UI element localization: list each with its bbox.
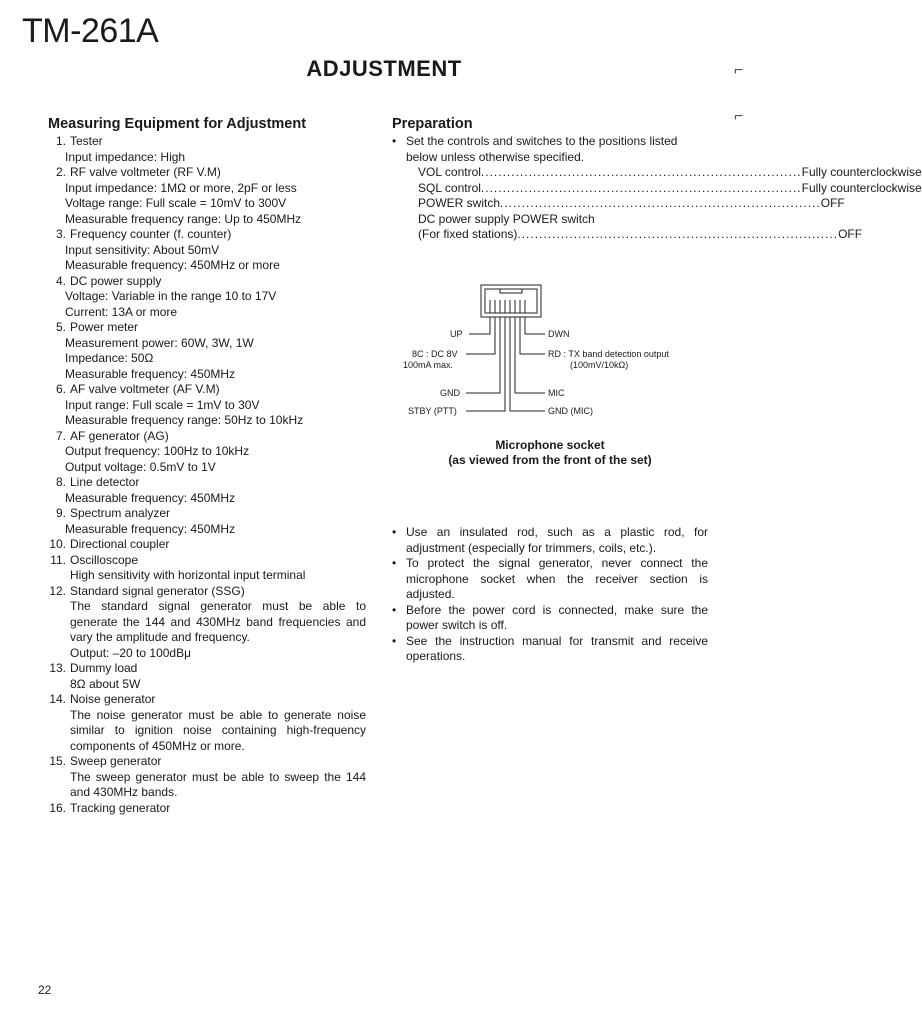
item-detail: Measurement power: 60W, 3W, 1W — [65, 335, 254, 350]
item-number: 16. — [49, 800, 66, 815]
equipment-item — [48, 584, 366, 600]
setting-label: VOL control — [418, 165, 481, 179]
pin-label-8c-current: 100mA max. — [403, 360, 454, 370]
item-name: Spectrum analyzer — [70, 506, 171, 520]
list-item — [392, 525, 708, 556]
item-detail: Output frequency: 100Hz to 10kHz — [65, 444, 250, 458]
item-number: 8. — [55, 475, 66, 489]
notes-list — [392, 525, 708, 665]
setting-row — [392, 180, 922, 197]
setting-row — [392, 165, 922, 181]
caption-title: Microphone socket — [495, 438, 605, 452]
item-name: Tester — [70, 134, 103, 148]
item-name: Line detector — [70, 475, 140, 489]
caption-subtitle: (as viewed from the front of the set) — [448, 453, 652, 467]
list-item — [392, 556, 708, 603]
note-text: Use an insulated rod, such as a plastic rod, for adjustment (especially for trimmers, coils, etc.). — [406, 525, 708, 555]
setting-label: POWER switch — [418, 196, 501, 210]
item-detail: Input range: Full scale = 1mV to 30V — [65, 397, 260, 412]
equipment-item — [48, 227, 366, 243]
item-number: 2. — [55, 165, 66, 179]
item-detail: Measurable frequency: 450MHz — [65, 490, 236, 505]
pin-label-dwn: DWN — [548, 329, 570, 339]
item-name: Standard signal generator (SSG) — [70, 583, 245, 598]
item-detail: Measurable frequency: 450MHz — [65, 521, 236, 536]
item-number: 12. — [49, 583, 66, 598]
item-number: 5. — [55, 320, 66, 334]
scan-artifact-mark: ⌐ — [734, 108, 744, 125]
equipment-item — [48, 134, 366, 150]
equipment-item — [48, 754, 366, 770]
item-name: Power meter — [70, 320, 139, 334]
equipment-item — [48, 429, 366, 445]
page-title: ADJUSTMENT — [306, 56, 462, 81]
pin-label-8c: 8C : DC 8V — [412, 349, 458, 359]
item-detail: Input impedance: 1MΩ or more, 2pF or less — [65, 180, 297, 195]
equipment-item — [48, 692, 366, 708]
note-text: To protect the signal generator, never connect the microphone socket when the receiver section is adjusted. — [406, 556, 708, 601]
setting-value: Fully counterclockwise — [801, 180, 922, 195]
item-detail: 8Ω about 5W — [70, 676, 141, 691]
equipment-item — [48, 320, 366, 336]
settings-list — [392, 165, 922, 243]
section-heading: Measuring Equipment for Adjustment — [48, 116, 307, 132]
setting-label: SQL control — [418, 180, 481, 195]
equipment-item — [48, 537, 366, 553]
pin-label-up: UP — [450, 329, 463, 339]
item-name: AF generator (AG) — [70, 428, 169, 443]
item-number: 1. — [55, 134, 66, 148]
dot-leader: .......................................................................... — [480, 165, 802, 179]
equipment-item — [48, 661, 366, 677]
item-detail: Output voltage: 0.5mV to 1V — [65, 459, 216, 474]
item-number: 7. — [55, 428, 66, 443]
setting-value: OFF — [838, 227, 863, 241]
item-number: 6. — [55, 382, 66, 396]
item-detail: Impedance: 50Ω — [65, 351, 154, 365]
item-detail: Measurable frequency range: 50Hz to 10kHz — [65, 413, 304, 427]
item-detail: Output: –20 to 100dBμ — [70, 645, 192, 660]
item-detail: The sweep generator must be able to sweep the 144 and 430MHz bands. — [70, 769, 366, 799]
item-name: Noise generator — [70, 692, 156, 706]
note-text: Before the power cord is connected, make sure the power switch is off. — [406, 602, 708, 632]
setting-value: OFF — [820, 196, 845, 210]
list-item — [392, 134, 712, 165]
item-number: 4. — [55, 273, 66, 288]
list-item — [392, 634, 708, 665]
item-number: 11. — [50, 552, 66, 567]
note-text: See the instruction manual for transmit and receive operations. — [406, 633, 708, 663]
item-number: 14. — [49, 692, 66, 706]
item-detail: Input impedance: High — [65, 149, 186, 164]
item-name: RF valve voltmeter (RF V.M) — [70, 165, 221, 179]
equipment-item — [48, 553, 366, 569]
setting-row — [392, 196, 845, 212]
dot-leader: .......................................................................... — [500, 196, 821, 210]
model-name: TM-261A — [22, 12, 159, 50]
equipment-item — [48, 165, 366, 181]
item-detail: Current: 13A or more — [65, 304, 178, 319]
equipment-item — [48, 382, 366, 398]
equipment-item — [48, 506, 366, 522]
item-name: Tracking generator — [70, 800, 171, 815]
item-number: 15. — [49, 754, 66, 768]
setting-row — [392, 227, 863, 243]
item-name: Frequency counter (f. counter) — [70, 227, 232, 241]
item-detail: The standard signal generator must be able to generate the 144 and 430MHz band frequencies and vary the amplitude and frequency. — [70, 599, 366, 644]
equipment-item — [48, 475, 366, 491]
bullet-icon: • — [392, 134, 397, 148]
pin-label-gnd-mic: GND (MIC) — [548, 406, 593, 416]
setting-row — [392, 212, 712, 228]
item-name: DC power supply — [70, 273, 162, 288]
bullet-icon: • — [392, 556, 397, 570]
item-detail: High sensitivity with horizontal input terminal — [70, 568, 306, 582]
item-detail: Input sensitivity: About 50mV — [65, 242, 220, 257]
pin-label-rd-level: (100mV/10kΩ) — [570, 360, 629, 370]
measuring-equipment-section — [48, 116, 366, 816]
item-detail: Measurable frequency: 450MHz or more — [65, 258, 280, 272]
item-name: AF valve voltmeter (AF V.M) — [70, 382, 220, 396]
setting-value: Fully counterclockwise — [801, 165, 922, 179]
section-heading: Preparation — [392, 116, 473, 132]
item-number: 10. — [49, 537, 66, 551]
item-detail: Measurable frequency: 450MHz — [65, 366, 236, 381]
dot-leader: .......................................................................... — [480, 180, 802, 195]
item-name: Sweep generator — [70, 754, 162, 768]
pin-label-stby: STBY (PTT) — [408, 406, 457, 416]
setting-label: (For fixed stations) — [418, 227, 518, 241]
scan-artifact-mark: ⌐ — [734, 62, 744, 79]
preparation-intro: Set the controls and switches to the positions listed below unless otherwise specified. — [406, 134, 678, 164]
item-detail: The noise generator must be able to generate noise similar to ignition noise containing high-frequency components of 450MHz or more. — [70, 707, 366, 753]
item-detail: Voltage: Variable in the range 10 to 17V — [65, 289, 277, 303]
bullet-icon: • — [392, 602, 397, 617]
item-number: 13. — [49, 661, 66, 675]
diagram-caption — [392, 438, 708, 468]
pin-label-gnd: GND — [440, 388, 460, 398]
pin-label-rd: RD : TX band detection output — [548, 349, 669, 359]
item-name: Directional coupler — [70, 537, 170, 551]
bullet-icon: • — [392, 525, 397, 539]
setting-label: DC power supply POWER switch — [418, 211, 595, 226]
equipment-list — [48, 134, 366, 816]
item-detail: Voltage range: Full scale = 10mV to 300V — [65, 196, 287, 210]
preparation-section — [392, 116, 922, 243]
page-number: 22 — [38, 983, 52, 997]
bullet-icon: • — [392, 633, 397, 648]
item-number: 3. — [55, 227, 66, 241]
item-detail: Measurable frequency range: Up to 450MHz — [65, 211, 302, 226]
list-item — [392, 603, 708, 634]
item-name: Dummy load — [70, 661, 138, 675]
equipment-item — [48, 801, 366, 817]
dot-leader: .......................................................................... — [517, 227, 839, 241]
item-name: Oscilloscope — [70, 552, 139, 567]
pin-label-mic: MIC — [548, 388, 565, 398]
equipment-item — [48, 274, 366, 290]
item-number: 9. — [55, 506, 66, 520]
